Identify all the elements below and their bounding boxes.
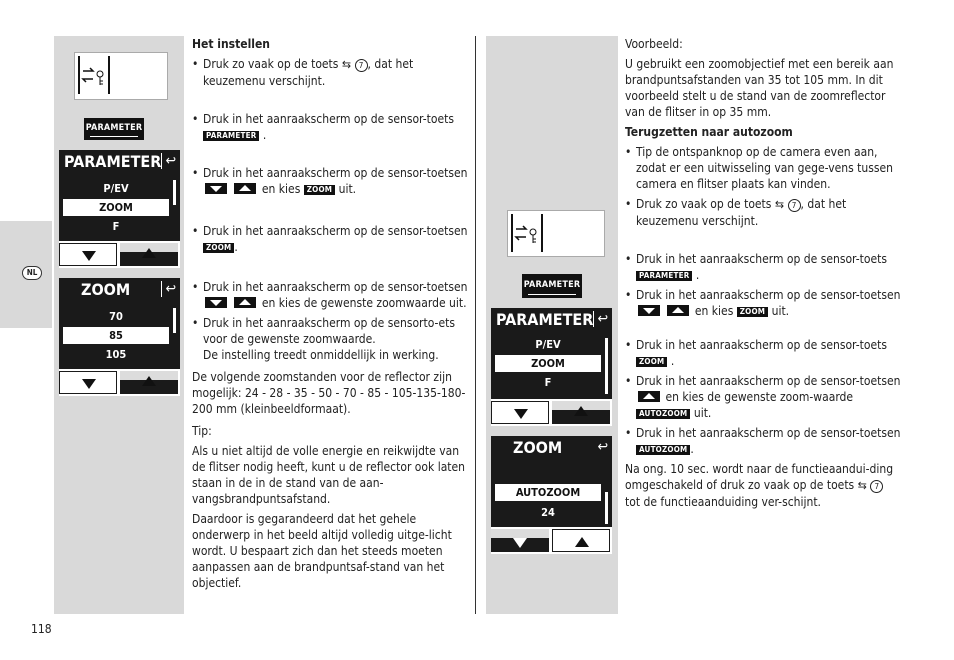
list-item: • Druk in het aanraakscherm op de sensor-toetsen AUTOZOOM .: [625, 425, 901, 457]
return-arrow-icon: ↩: [161, 281, 176, 297]
paragraph: U gebruikt een zoomobjectief met een bereik aan brandpuntsafstanden van 35 tot 105 mm. In dit voorbeeld stelt u de stand van de zoomreflector van de flitser in op 35 mm.: [625, 57, 894, 119]
left-text-column: [192, 36, 468, 591]
up-arrow-icon: [234, 183, 256, 194]
screen-title: ZOOM: [513, 438, 563, 457]
list-item: • Druk zo vaak op de toets ⇆ 7 , dat het keuzemenu verschijnt.: [625, 196, 901, 229]
paragraph: Na ong. 10 sec. wordt naar de functieaandui-ding omgeschakeld of druk zo vaak op de toets ⇆ 7 tot de functieaanduiding ver-schijnt.: [625, 462, 894, 509]
zoom-row: 105: [105, 348, 127, 361]
up-arrow-icon: [120, 371, 178, 394]
return-arrow-icon: ↩: [597, 439, 608, 455]
list-item: • Druk in het aanraakscherm op de sensor-toets PARAMETER .: [192, 111, 468, 143]
list-item: • Druk in het aanraakscherm op de sensor-toets ZOOM .: [625, 337, 901, 369]
zoom-row: 24: [541, 506, 555, 519]
list-item: • Tip de ontspanknop op de camera even aan, zodat er een uitwisseling van gege-vens tussen camera en flitser plaats kan vinden.: [625, 144, 901, 192]
paragraph: Daardoor is gegarandeerd dat het gehele onderwerp in het beeld altijd volledig uitge-licht wordt. U bespaart zich dan het steeds moeten aanpassen aan de brandpuntsaf-stand van het objectief.: [192, 512, 452, 590]
parameter-button-illustration: PARAMETER: [84, 118, 144, 140]
return-arrow-icon: ↩: [593, 311, 608, 327]
list-item: • Druk in het aanraakscherm op de sensor-toets PARAMETER .: [625, 251, 901, 283]
up-arrow-icon: [552, 401, 610, 424]
list-item: • Druk in het aanraakscherm op de sensor-toetsen en kies de gewenste zoom-waarde AUTOZOOM uit.: [625, 373, 901, 421]
menu-row: F: [544, 376, 552, 389]
page-number: 118: [31, 622, 52, 636]
menu-row-selected: ZOOM: [63, 199, 169, 216]
up-arrow-icon: [667, 305, 689, 316]
paragraph: Als u niet altijd de volle energie en reikwijdte van de flitser nodig heeft, kunt u de reflector ook laten staan in de in de stand van de aan-vangsbrandpuntsafstand.: [192, 444, 466, 506]
camera-flash-icon: [507, 210, 605, 257]
up-arrow-icon: [552, 529, 610, 552]
screen-title: PARAMETER: [496, 310, 594, 329]
section-heading: Het instellen: [192, 37, 270, 51]
paragraph: De volgende zoomstanden voor de reflector zijn mogelijk: 24 - 28 - 35 - 50 - 70 - 85 - 105-135-180-200 mm (kleinbeeldformaat).: [192, 370, 466, 416]
down-arrow-icon: [205, 183, 227, 194]
down-arrow-icon: [59, 243, 117, 266]
menu-row: P/EV: [535, 338, 561, 351]
screen-title: PARAMETER: [64, 152, 162, 171]
scrollbar: [605, 492, 608, 524]
list-item: • Druk in het aanraakscherm op de sensor-toetsen en kies ZOOM uit.: [625, 287, 901, 319]
parameter-screen-right: [491, 308, 612, 426]
tip-label: Tip:: [192, 424, 212, 438]
list-item: • Druk zo vaak op de toets ⇆ 7 , dat het keuzemenu verschijnt.: [192, 56, 468, 89]
parameter-button-illustration: PARAMETER: [522, 274, 582, 298]
list-item: • Druk in het aanraakscherm op de sensor-toetsen ZOOM .: [192, 223, 468, 255]
list-item: • Druk in het aanraakscherm op de sensor-toetsen en kies de gewenste zoomwaarde uit.: [192, 279, 468, 311]
list-item: • Druk in het aanraakscherm op de sensorto-ets voor de gewenste zoomwaarde. De instelling treedt onmiddellijk in werking.: [192, 315, 468, 363]
example-label: Voorbeeld:: [625, 37, 683, 51]
down-arrow-icon: [638, 305, 660, 316]
screen-title: ZOOM: [81, 280, 131, 299]
switch-arrows-icon: ⇆: [774, 198, 785, 211]
up-arrow-icon: [120, 243, 178, 266]
scrollbar: [173, 308, 176, 333]
column-divider: [475, 36, 476, 614]
menu-row-selected: ZOOM: [495, 355, 601, 372]
camera-flash-icon: [74, 52, 168, 100]
up-arrow-icon: [234, 297, 256, 308]
zoom-screen-right: [491, 436, 612, 554]
down-arrow-icon: [59, 371, 117, 394]
scrollbar: [605, 338, 608, 394]
up-arrow-icon: [638, 391, 660, 402]
return-arrow-icon: ↩: [161, 153, 176, 169]
parameter-screen-left: [59, 150, 180, 268]
zoom-screen-left: [59, 278, 180, 396]
language-badge: NL: [22, 266, 42, 280]
scrollbar: [173, 180, 176, 205]
down-arrow-icon: [491, 529, 549, 552]
switch-arrows-icon: ⇆: [857, 479, 867, 492]
switch-arrows-icon: ⇆: [341, 58, 352, 71]
zoom-row-selected: AUTOZOOM: [495, 484, 601, 501]
menu-row: F: [112, 220, 120, 233]
list-item: • Druk in het aanraakscherm op de sensor-toetsen en kies ZOOM uit.: [192, 165, 468, 197]
down-arrow-icon: [491, 401, 549, 424]
menu-row: P/EV: [103, 182, 129, 195]
section-heading: Terugzetten naar autozoom: [625, 125, 793, 139]
zoom-row-selected: 85: [63, 327, 169, 344]
down-arrow-icon: [205, 297, 227, 308]
right-text-column: [625, 36, 901, 510]
zoom-row: 70: [109, 310, 123, 323]
